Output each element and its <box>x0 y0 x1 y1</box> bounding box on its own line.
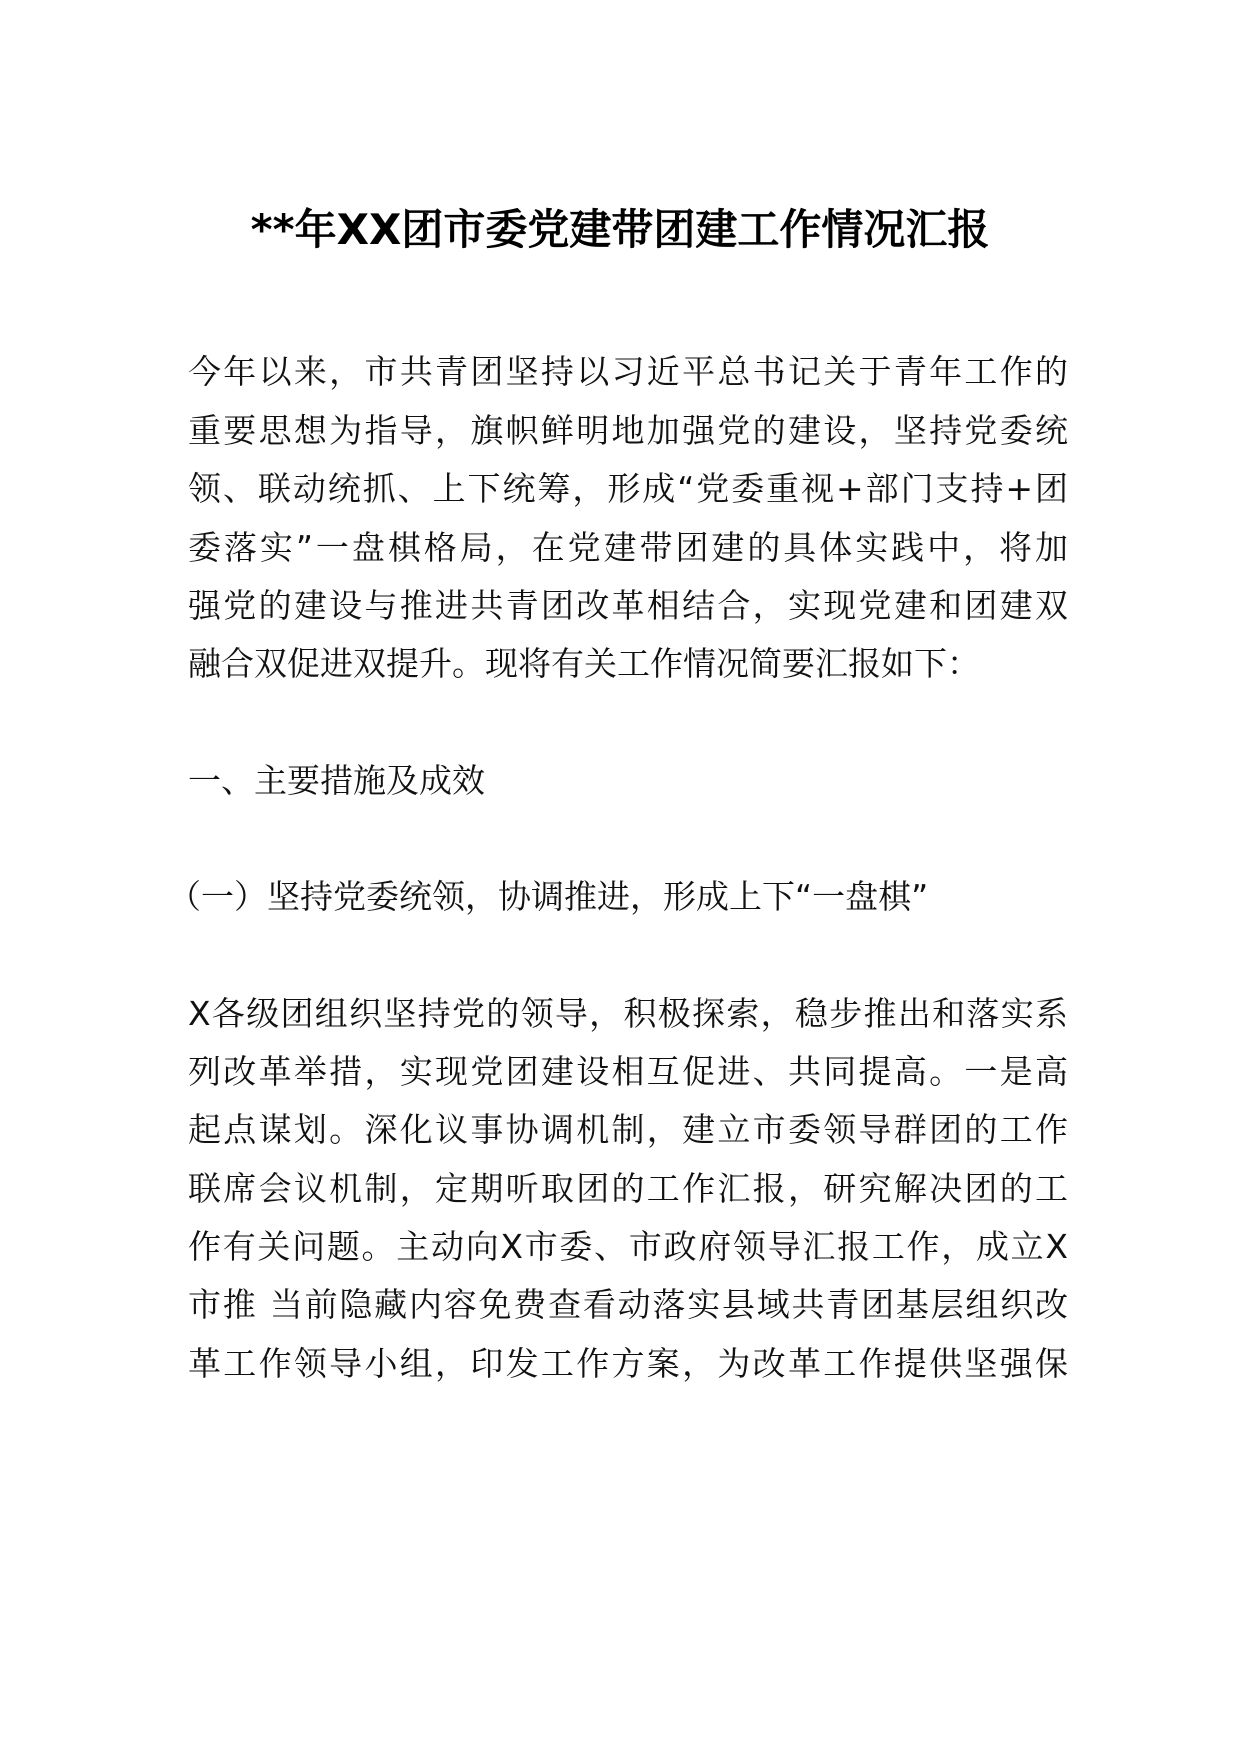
body-line: 革工作领导小组，印发工作方案，为改革工作提供坚强保 <box>188 1344 1068 1383</box>
intro-line: 委落实”一盘棋格局，在党建带团建的具体实践中，将加 <box>188 528 1068 567</box>
intro-line: 强党的建设与推进共青团改革相结合，实现党建和团建双 <box>188 586 1068 625</box>
body-line: X各级团组织坚持党的领导，积极探索，稳步推出和落实系 <box>188 994 1068 1033</box>
body-line: 市推 当前隐藏内容免费查看动落实县域共青团基层组织改 <box>188 1285 1068 1324</box>
intro-line: 融合双促进双提升。现将有关工作情况简要汇报如下： <box>188 644 980 683</box>
section-heading: 一、主要措施及成效 <box>188 761 485 800</box>
intro-line: 领、联动统抓、上下统筹，形成“党委重视+部门支持+团 <box>188 469 1068 508</box>
subsection-heading: （一）坚持党委统领，协调推进，形成上下“一盘棋” <box>168 877 929 916</box>
intro-line: 今年以来，市共青团坚持以习近平总书记关于青年工作的 <box>188 352 1068 391</box>
body-line: 作有关问题。主动向X市委、市政府领导汇报工作，成立X <box>188 1227 1068 1266</box>
body-line: 起点谋划。深化议事协调机制，建立市委领导群团的工作 <box>188 1110 1068 1149</box>
body-line: 列改革举措，实现党团建设相互促进、共同提高。一是高 <box>188 1052 1068 1091</box>
body-line: 联席会议机制，定期听取团的工作汇报，研究解决团的工 <box>188 1169 1068 1208</box>
intro-line: 重要思想为指导，旗帜鲜明地加强党的建设，坚持党委统 <box>188 411 1068 450</box>
document-title: **年XX团市委党建带团建工作情况汇报 <box>250 205 990 254</box>
